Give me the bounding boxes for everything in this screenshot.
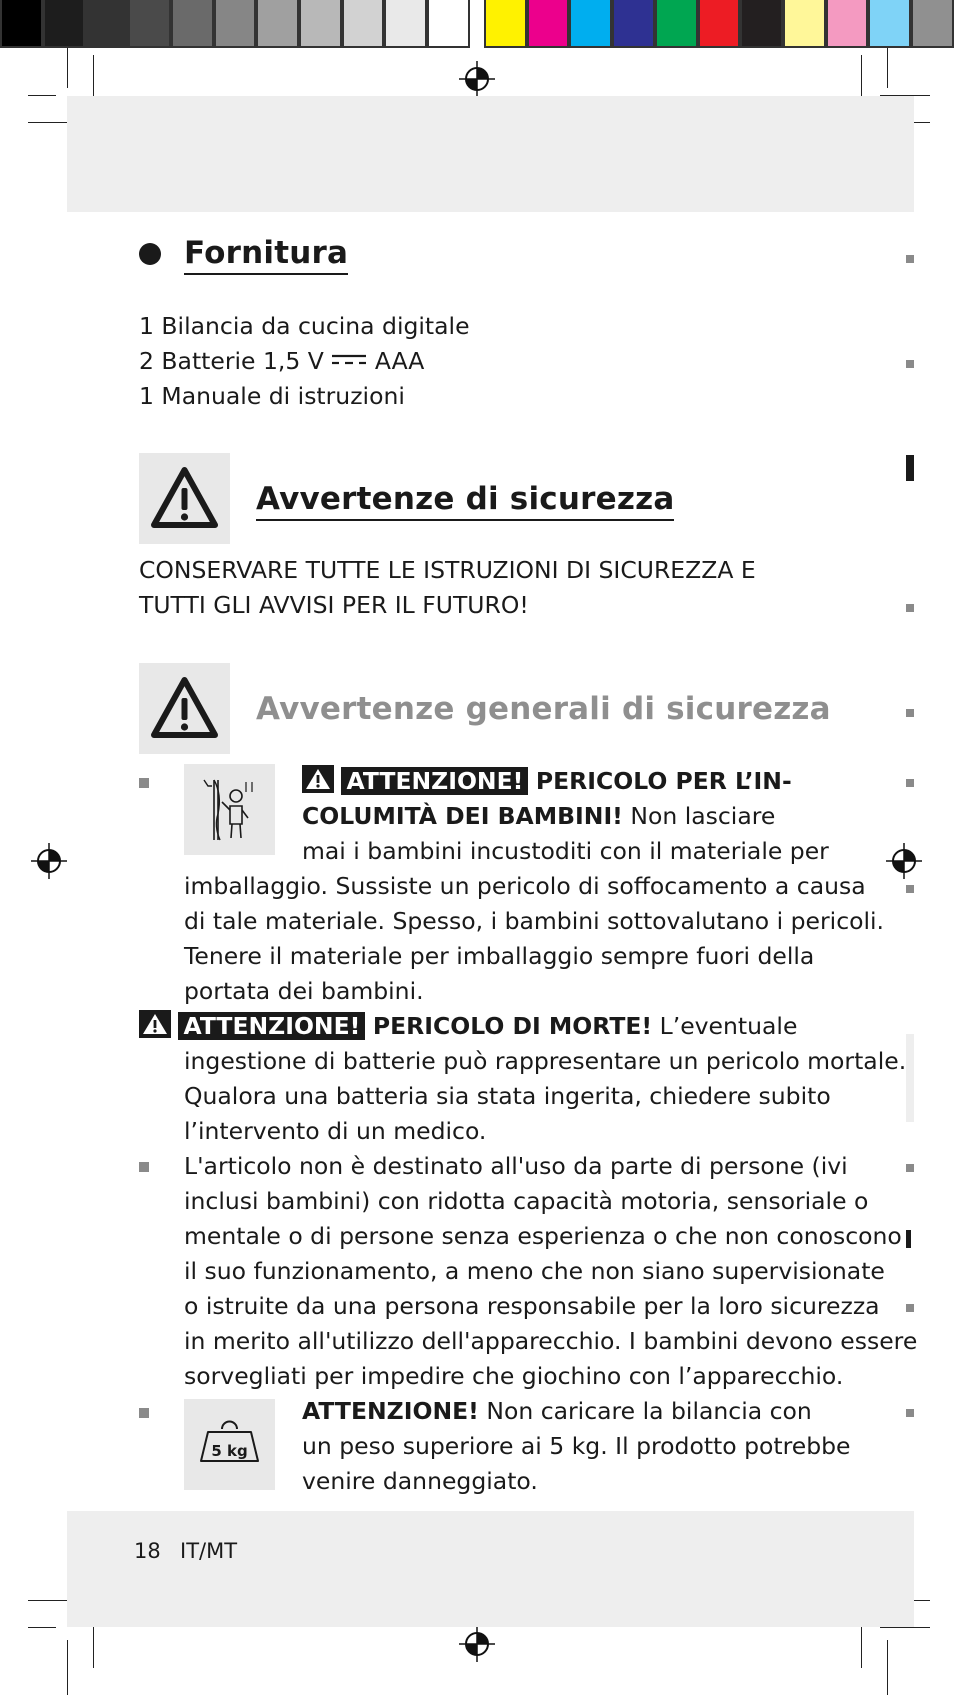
warning-2-line [139,1009,797,1044]
color-swatch [299,0,342,48]
fornitura-item-text: AAA [374,347,425,375]
cutoff-bullet [906,709,914,717]
cutoff-bullet [906,1409,914,1417]
color-calibration-strip [484,0,954,48]
warning-triangle-icon [302,765,334,793]
warning-1-line: mai i bambini incustoditi con il materiale per [302,837,829,865]
crop-mark [887,48,888,88]
warning-2-line: Qualora una batteria sia stata ingerita, chiedere subito [184,1082,831,1110]
warning-1-line: imballaggio. Sussiste un pericolo di soffocamento a causa [184,872,866,900]
color-swatch [911,0,954,48]
cutoff-bullet [906,1304,914,1312]
crop-mark [67,1640,68,1695]
warning-1-line: di tale materiale. Spesso, i bambini sottovalutano i pericoli. [184,907,885,935]
paragraph-line: inclusi bambini) con ridotta capacità motoria, sensoriale o [184,1187,869,1215]
child-packaging-icon [184,764,275,855]
warning-1-line: portata dei bambini. [184,977,424,1005]
color-swatch [85,0,128,48]
cutoff-bullet [906,779,914,787]
cutoff-bullet [906,255,914,263]
warning-2-line: ingestione di batterie può rappresentare un pericolo mortale. [184,1047,907,1075]
color-swatch [427,0,470,48]
cutoff-bullet [906,360,914,368]
cutoff-bullet [906,604,914,612]
paragraph-line: mentale o di persone senza esperienza o che non conoscono [184,1222,902,1250]
color-swatch [698,0,741,48]
registration-mark-icon [459,1626,495,1662]
fornitura-item [139,344,424,379]
page-number: 18 [134,1539,161,1563]
warning-4-line [302,1394,812,1429]
list-bullet [139,1162,149,1172]
registration-mark-icon [459,61,495,97]
safety-keep-line: CONSERVARE TUTTE LE ISTRUZIONI DI SICUREZZA E [139,556,756,584]
paragraph-line: L'articolo non è destinato all'uso da parte di persone (ivi [184,1152,848,1180]
cutoff-mark [906,455,914,481]
paragraph-line: il suo funzionamento, a meno che non siano supervisionate [184,1257,885,1285]
warning-triangle-icon [139,663,230,754]
warning-triangle-icon [139,453,230,544]
fornitura-title: Fornitura [184,234,348,275]
warning-4-line: venire danneggiato. [302,1467,538,1495]
attention-label: ATTENZIONE! [341,767,528,795]
crop-mark [28,95,56,96]
fornitura-item-text: 2 Batterie 1,5 V [139,347,324,375]
color-swatch [128,0,171,48]
cutoff-bullet [906,885,914,893]
registration-mark-icon [886,843,922,879]
general-safety-icon-box [139,663,230,754]
cutoff-bullet [906,1164,914,1172]
child-icon-box [184,764,275,855]
color-swatch [0,0,43,48]
fornitura-item: 1 Manuale di istruzioni [139,382,405,410]
crop-mark [880,1627,930,1628]
color-swatch [384,0,427,48]
color-swatch [214,0,257,48]
cutoff-mark [906,1230,911,1248]
warning-text: Non lasciare [630,802,776,830]
color-swatch [655,0,698,48]
list-bullet [139,778,149,788]
general-safety-title: Avvertenze generali di sicurezza [256,691,831,727]
registration-mark-icon [31,843,67,879]
list-bullet [139,1408,149,1418]
crop-mark [887,1640,888,1695]
color-swatch [256,0,299,48]
color-swatch [826,0,869,48]
paragraph-line: o istruite da una persona responsabile per la loro sicurezza [184,1292,880,1320]
color-swatch [868,0,911,48]
crop-mark [28,1627,56,1628]
language-code: IT/MT [180,1539,238,1563]
crop-mark [67,48,68,88]
color-swatch [740,0,783,48]
dc-current-icon [331,353,367,367]
weight-icon-box [184,1399,275,1490]
danger-heading: PERICOLO PER L’IN- [535,767,792,795]
warning-4-line: un peso superiore ai 5 kg. Il prodotto potrebbe [302,1432,851,1460]
warning-1-line: Tenere il materiale per imballaggio sempre fuori della [184,942,815,970]
attention-label: ATTENZIONE! [302,1397,479,1425]
footer-band [67,1511,914,1627]
attention-label: ATTENZIONE! [178,1012,365,1040]
safety-icon-box [139,453,230,544]
danger-heading: COLUMITÀ DEI BAMBINI! [302,802,623,830]
color-swatch [612,0,655,48]
safety-title: Avvertenze di sicurezza [256,480,674,521]
fornitura-item: 1 Bilancia da cucina digitale [139,312,470,340]
color-swatch [43,0,86,48]
warning-1-line [302,799,775,834]
color-swatch [171,0,214,48]
color-swatch [484,0,527,48]
warning-2-line: l’intervento di un medico. [184,1117,487,1145]
cutoff-box [906,1034,914,1122]
paragraph-line: in merito all'utilizzo dell'apparecchio. I bambini devono essere [184,1327,918,1355]
heading-bullet [139,243,161,265]
warning-1-line [302,764,792,799]
safety-keep-line: TUTTI GLI AVVISI PER IL FUTURO! [139,591,529,619]
warning-text: Non caricare la bilancia con [486,1397,812,1425]
paragraph-line: sorvegliati per impedire che giochino con l’apparecchio. [184,1362,844,1390]
grey-calibration-strip [0,0,470,48]
crop-mark [861,1620,862,1668]
color-swatch [783,0,826,48]
header-band [67,96,914,212]
weight-label: 5 kg [211,1442,248,1460]
danger-heading: PERICOLO DI MORTE! [372,1012,653,1040]
crop-mark [93,1620,94,1668]
color-swatch [342,0,385,48]
color-swatch [569,0,612,48]
warning-text: L’eventuale [659,1012,798,1040]
warning-triangle-icon [139,1010,171,1038]
color-swatch [527,0,570,48]
